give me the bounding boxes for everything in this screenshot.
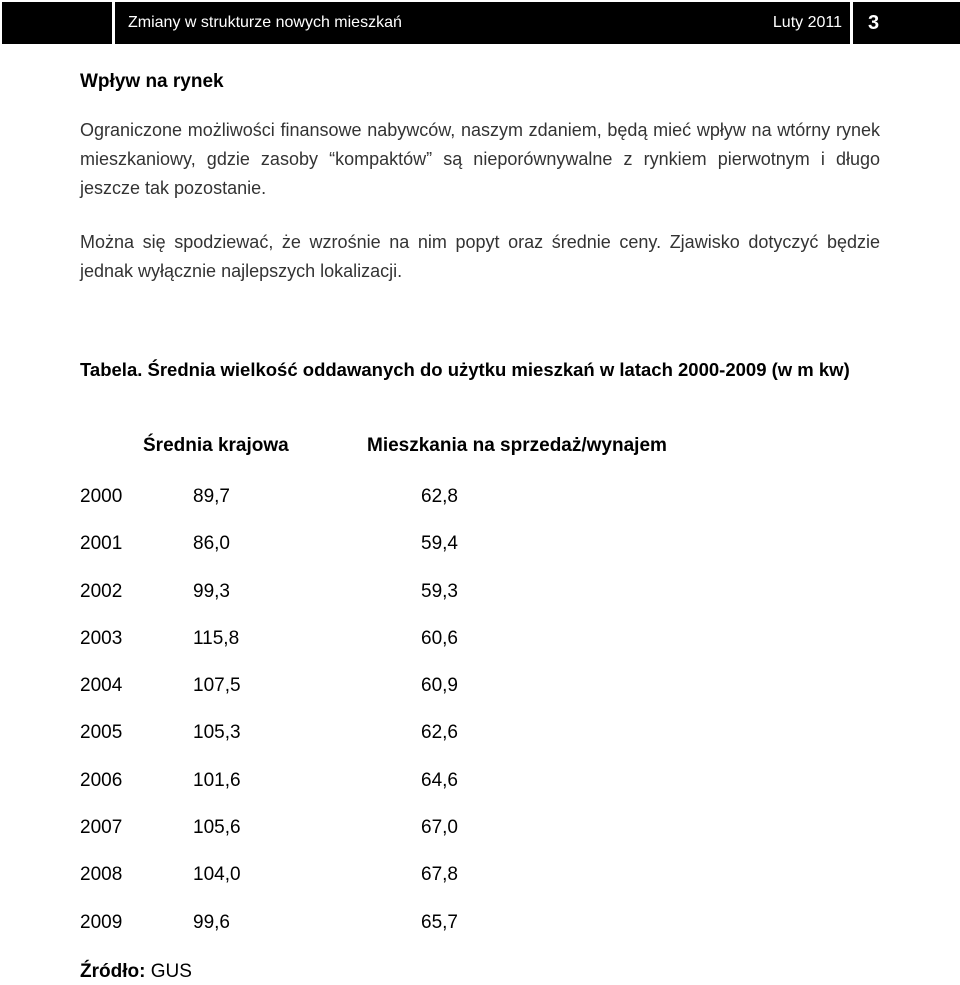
column-header-for-sale-rent: Mieszkania na sprzedaż/wynajem bbox=[367, 435, 667, 456]
national-average-cell: 99,3 bbox=[193, 580, 230, 602]
page-number: 3 bbox=[868, 12, 880, 34]
for-sale-cell: 62,6 bbox=[421, 722, 458, 744]
national-average-cell: 105,3 bbox=[193, 722, 241, 744]
table-body bbox=[0, 484, 960, 957]
source-value: GUS bbox=[150, 961, 192, 982]
table-row bbox=[0, 768, 960, 815]
for-sale-cell: 59,3 bbox=[421, 580, 458, 602]
for-sale-cell: 65,7 bbox=[421, 911, 458, 933]
national-average-cell: 86,0 bbox=[193, 533, 230, 555]
year-cell: 2001 bbox=[80, 533, 123, 555]
national-average-cell: 101,6 bbox=[193, 769, 241, 791]
year-cell: 2002 bbox=[80, 580, 123, 602]
source-label: Źródło: bbox=[80, 961, 146, 982]
page-header bbox=[2, 2, 960, 44]
year-cell: 2008 bbox=[80, 864, 123, 886]
year-cell: 2007 bbox=[80, 817, 123, 839]
paragraph: Można się spodziewać, że wzrośnie na nim popyt oraz średnie ceny. Zjawisko dotyczyć będzie jednak wyłącznie najlepszych lokalizacji. bbox=[80, 232, 880, 281]
table-row bbox=[0, 484, 960, 531]
section-heading: Wpływ na rynek bbox=[80, 71, 224, 92]
for-sale-cell: 62,8 bbox=[421, 486, 458, 507]
year-cell: 2003 bbox=[80, 627, 123, 649]
paragraph: Ograniczone możliwości finansowe nabywców, naszym zdaniem, będą mieć wpływ na wtórny rynek mieszkaniowy, gdzie zasoby “kompaktów” są nieporównywalne z rynkiem pierwotnym i długo jeszcze tak pozostanie. bbox=[80, 120, 880, 198]
table-row bbox=[0, 579, 960, 626]
header-divider bbox=[850, 2, 853, 44]
national-average-cell: 89,7 bbox=[193, 486, 230, 507]
national-average-cell: 105,6 bbox=[193, 817, 241, 839]
table-row bbox=[0, 531, 960, 578]
document-title: Zmiany w strukturze nowych mieszkań bbox=[128, 14, 402, 31]
year-cell: 2009 bbox=[80, 911, 123, 933]
column-header-national-average: Średnia krajowa bbox=[143, 435, 289, 456]
national-average-cell: 99,6 bbox=[193, 911, 230, 933]
table-source bbox=[80, 961, 192, 983]
table-row bbox=[0, 910, 960, 957]
for-sale-cell: 67,8 bbox=[421, 864, 458, 886]
year-cell: 2006 bbox=[80, 769, 123, 791]
document-date: Luty 2011 bbox=[772, 14, 842, 31]
for-sale-cell: 60,6 bbox=[421, 627, 458, 649]
for-sale-cell: 64,6 bbox=[421, 769, 458, 791]
table-row bbox=[0, 626, 960, 673]
table-row bbox=[0, 815, 960, 862]
for-sale-cell: 59,4 bbox=[421, 533, 458, 555]
year-cell: 2000 bbox=[80, 486, 123, 507]
year-cell: 2004 bbox=[80, 675, 123, 697]
year-cell: 2005 bbox=[80, 722, 123, 744]
national-average-cell: 104,0 bbox=[193, 864, 241, 886]
for-sale-cell: 60,9 bbox=[421, 675, 458, 697]
header-divider bbox=[112, 2, 115, 44]
table-caption: Tabela. Średnia wielkość oddawanych do użytku mieszkań w latach 2000-2009 (w m kw) bbox=[80, 359, 850, 380]
national-average-cell: 115,8 bbox=[193, 627, 240, 649]
table-row bbox=[0, 862, 960, 909]
for-sale-cell: 67,0 bbox=[421, 817, 458, 839]
table-row bbox=[0, 720, 960, 767]
national-average-cell: 107,5 bbox=[193, 675, 241, 697]
table-row bbox=[0, 673, 960, 720]
